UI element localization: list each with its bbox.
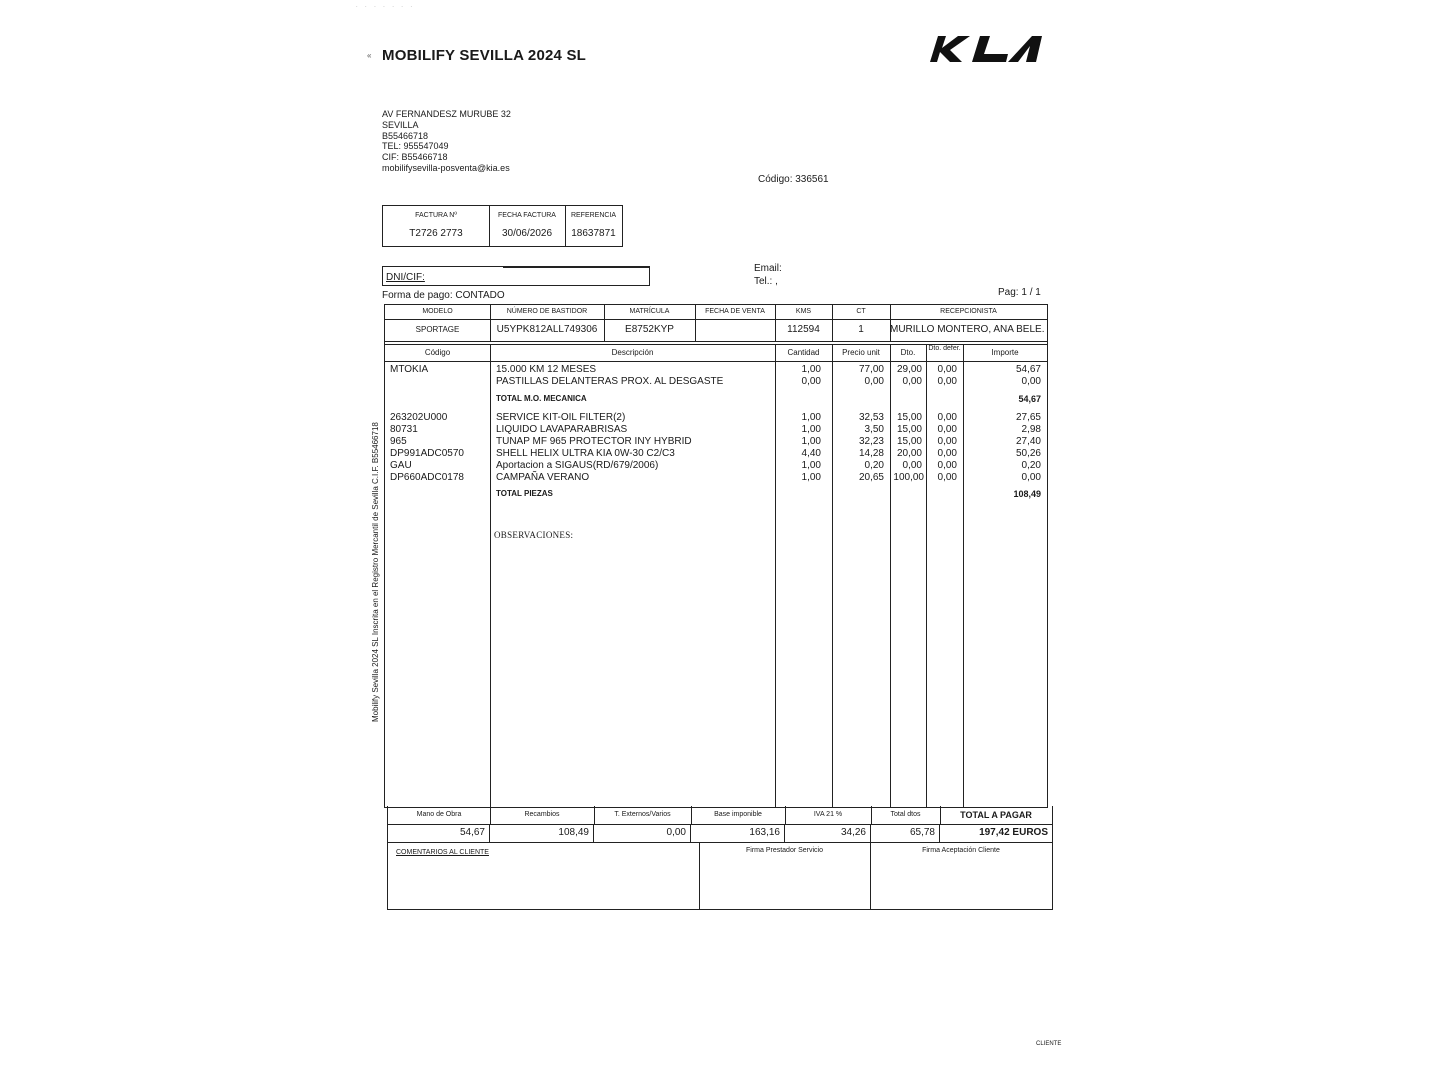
- line-unit-price: 3,50: [864, 424, 884, 435]
- lines-header-descripcion: Descripción: [490, 345, 776, 362]
- line-description: TUNAP MF 965 PROTECTOR INY HYBRID: [496, 436, 692, 447]
- line-code: DP991ADC0570: [390, 448, 464, 459]
- column-line: [490, 361, 491, 807]
- totals-header-base: Base imponible: [691, 806, 786, 825]
- line-discount: 0,00: [902, 376, 922, 387]
- line-code: GAU: [390, 460, 412, 471]
- vehicle-kms: 112594: [775, 319, 833, 341]
- lines-header-codigo: Código: [385, 345, 491, 362]
- line-quantity: 4,40: [801, 448, 821, 459]
- invoice-reference-label: REFERENCIA: [570, 212, 617, 219]
- company-name: MOBILIFY SEVILLA 2024 SL: [382, 47, 587, 64]
- provider-signature-cell: [699, 843, 871, 909]
- kia-logo-icon: [928, 34, 1044, 64]
- column-line: [963, 361, 964, 807]
- line-discount: 0,00: [902, 460, 922, 471]
- client-signature-label: Firma Aceptación Cliente: [922, 847, 1000, 854]
- company-address: [382, 109, 511, 174]
- copy-label: CLIENTE: [1036, 1041, 1062, 1047]
- vehicle-receptionist: MURILLO MONTERO, ANA BELE.: [890, 324, 1045, 335]
- line-discount: 15,00: [896, 412, 922, 423]
- line-quantity: 1,00: [801, 472, 821, 483]
- line-description: SERVICE KIT-OIL FILTER(2): [496, 412, 626, 423]
- comments-label: COMENTARIOS AL CLIENTE: [396, 849, 489, 856]
- line-quantity: 1,00: [801, 460, 821, 471]
- address-line: B55466718: [382, 130, 429, 141]
- line-amount: 0,20: [1021, 460, 1041, 471]
- vehicle-sale-date: [695, 319, 776, 341]
- comments-cell: [388, 843, 700, 909]
- line-deferred-discount: 0,00: [937, 472, 957, 483]
- total-parts: 108,49: [490, 824, 594, 842]
- dni-label: DNI/CIF:: [386, 272, 425, 283]
- line-description: PASTILLAS DELANTERAS PROX. AL DESGASTE: [496, 376, 724, 387]
- vehicle-header-recepcionista: RECEPCIONISTA: [890, 305, 1047, 320]
- line-deferred-discount: 0,00: [937, 364, 957, 375]
- corner-mark: «: [367, 51, 372, 60]
- invoice-info-box: [382, 205, 623, 247]
- line-unit-price: 0,00: [864, 376, 884, 387]
- vehicle-plate: E8752KYP: [604, 319, 696, 341]
- line-description: Aportacion a SIGAUS(RD/679/2006): [496, 460, 659, 471]
- line-unit-price: 32,23: [858, 436, 884, 447]
- lines-header-importe: Importe: [963, 345, 1047, 362]
- vehicle-header-fecha-venta: FECHA DE VENTA: [695, 305, 776, 320]
- totals-table: [387, 806, 1053, 843]
- parts-total-label: TOTAL PIEZAS: [496, 489, 553, 498]
- line-amount: 0,00: [1021, 376, 1041, 387]
- line-deferred-discount: 0,00: [937, 448, 957, 459]
- line-amount: 2,98: [1021, 424, 1041, 435]
- dni-box: [382, 266, 650, 286]
- lines-header-precio: Precio unit: [832, 345, 891, 362]
- total-external: 0,00: [594, 824, 691, 842]
- provider-signature-label: Firma Prestador Servicio: [745, 847, 824, 854]
- lines-header-dto: Dto.: [890, 345, 927, 362]
- total-labor: 54,67: [388, 824, 490, 842]
- line-description: CAMPAÑA VERANO: [496, 472, 590, 483]
- vehicle-ct: 1: [832, 319, 891, 341]
- line-discount: 20,00: [896, 448, 922, 459]
- line-description: LIQUIDO LAVAPARABRISAS: [496, 424, 628, 435]
- parts-total-value: 108,49: [1013, 489, 1041, 499]
- totals-header-iva: IVA 21 %: [785, 806, 872, 825]
- line-discount: 100,00: [893, 472, 924, 483]
- line-description: 15.000 KM 12 MESES: [496, 364, 597, 375]
- line-deferred-discount: 0,00: [937, 460, 957, 471]
- client-code: Código: 336561: [758, 174, 829, 185]
- tel-label: Tel.: ,: [754, 276, 778, 287]
- line-unit-price: 0,20: [864, 460, 884, 471]
- divider: [385, 341, 1047, 342]
- registry-side-text: Mobilify Sevilla 2024 SL Inscrita en el Registro Mercantil de Sevilla C.I.F. B55466718: [371, 422, 380, 722]
- line-amount: 54,67: [1015, 364, 1041, 375]
- total-to-pay: 197,42 EUROS: [979, 827, 1048, 838]
- address-line: SEVILLA: [382, 119, 419, 130]
- line-quantity: 0,00: [801, 376, 821, 387]
- address-line: CIF: B55466718: [382, 152, 448, 163]
- lines-header-cantidad: Cantidad: [775, 345, 833, 362]
- vehicle-header-matricula: MATRÍCULA: [604, 305, 696, 320]
- invoice-number-cell: [383, 206, 490, 246]
- total-discounts: 65,78: [871, 824, 940, 842]
- line-discount: 15,00: [896, 424, 922, 435]
- total-taxable-base: 163,16: [691, 824, 785, 842]
- line-code: DP660ADC0178: [390, 472, 464, 483]
- line-description: SHELL HELIX ULTRA KIA 0W-30 C2/C3: [496, 448, 675, 459]
- line-unit-price: 14,28: [858, 448, 884, 459]
- line-amount: 0,00: [1021, 472, 1041, 483]
- line-code: 965: [390, 436, 407, 447]
- address-line: mobilifysevilla-posventa@kia.es: [382, 162, 510, 173]
- line-quantity: 1,00: [801, 412, 821, 423]
- invoice-number: T2726 2773: [409, 228, 463, 239]
- totals-header-mano-obra: Mano de Obra: [388, 806, 491, 825]
- email-label: Email:: [754, 263, 782, 274]
- line-unit-price: 32,53: [858, 412, 884, 423]
- payment-method: Forma de pago: CONTADO: [382, 290, 505, 301]
- signature-area: [387, 842, 1053, 910]
- line-deferred-discount: 0,00: [937, 412, 957, 423]
- vehicle-header-modelo: MODELO: [385, 305, 491, 320]
- invoice-date: 30/06/2026: [501, 228, 553, 239]
- totals-header-recambios: Recambios: [490, 806, 595, 825]
- total-vat: 34,26: [785, 824, 871, 842]
- invoice-reference: 18637871: [571, 228, 616, 239]
- invoice-reference-cell: [565, 206, 622, 246]
- labor-total-value: 54,67: [1018, 394, 1041, 404]
- address-line: TEL: 955547049: [382, 141, 449, 152]
- line-discount: 15,00: [896, 436, 922, 447]
- totals-header-externos: T. Externos/Varios: [594, 806, 692, 825]
- invoice-date-label: FECHA FACTURA: [498, 212, 556, 219]
- totals-header-dtos: Total dtos: [871, 806, 941, 825]
- page-number: Pag: 1 / 1: [998, 287, 1041, 298]
- observations-label: OBSERVACIONES:: [494, 530, 574, 540]
- line-discount: 29,00: [896, 364, 922, 375]
- totals-header-total: TOTAL A PAGAR: [940, 806, 1052, 825]
- invoice-date-cell: [489, 206, 566, 246]
- line-unit-price: 20,65: [858, 472, 884, 483]
- vehicle-header-bastidor: NÚMERO DE BASTIDOR: [490, 305, 605, 320]
- top-dots: · · · · · · ·: [356, 4, 415, 10]
- line-deferred-discount: 0,00: [937, 424, 957, 435]
- vehicle-model: SPORTAGE: [385, 319, 491, 341]
- invoice-number-label: FACTURA Nº: [415, 212, 457, 219]
- vehicle-header-ct: CT: [832, 305, 891, 320]
- line-unit-price: 77,00: [858, 364, 884, 375]
- vehicle-header-kms: KMS: [775, 305, 833, 320]
- line-quantity: 1,00: [801, 436, 821, 447]
- line-quantity: 1,00: [801, 364, 821, 375]
- line-amount: 50,26: [1015, 448, 1041, 459]
- line-amount: 27,65: [1015, 412, 1041, 423]
- dni-line: [503, 267, 649, 268]
- line-code: 263202U000: [390, 412, 448, 423]
- client-signature-cell: [870, 843, 1052, 909]
- address-line: AV FERNANDESZ MURUBE 32: [382, 109, 511, 119]
- line-code: MTOKIA: [390, 364, 429, 375]
- line-deferred-discount: 0,00: [937, 436, 957, 447]
- line-quantity: 1,00: [801, 424, 821, 435]
- line-amount: 27,40: [1015, 436, 1041, 447]
- labor-total-label: TOTAL M.O. MECANICA: [496, 394, 587, 403]
- line-deferred-discount: 0,00: [937, 376, 957, 387]
- line-code: 80731: [390, 424, 418, 435]
- lines-header-dto-defer: Dto. defer.: [926, 345, 964, 362]
- vehicle-vin: U5YPK812ALL749306: [490, 319, 605, 341]
